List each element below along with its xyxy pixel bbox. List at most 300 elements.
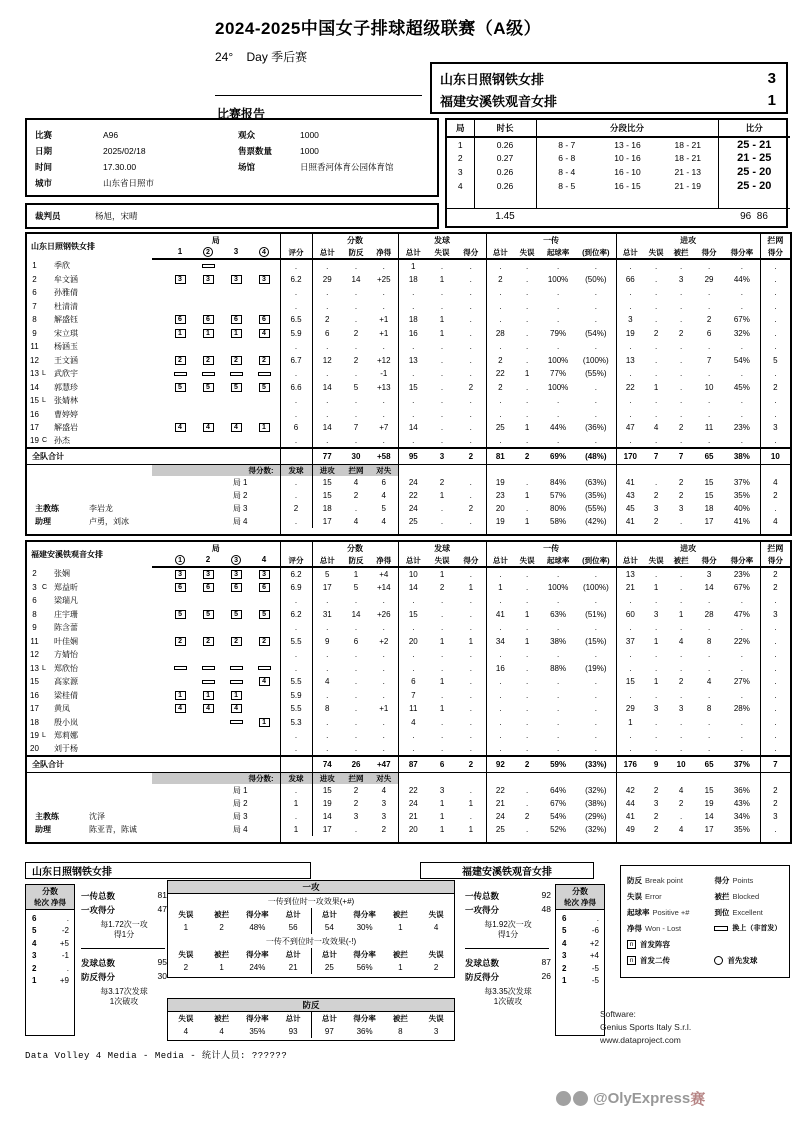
team2-header-groups: [26, 541, 791, 554]
cell: 1: [439, 491, 445, 500]
cell: .: [525, 504, 529, 513]
cell: .: [679, 342, 683, 352]
cell: .: [398, 621, 428, 635]
cell: .: [679, 288, 683, 298]
set-duration: 0.26: [474, 137, 536, 151]
sum-value: 30: [157, 971, 167, 981]
cell: 25: [398, 515, 428, 528]
cell: .: [312, 729, 342, 743]
cell: .: [354, 663, 358, 673]
cell: 1: [616, 716, 644, 730]
cell: .: [312, 743, 342, 757]
cell: .: [525, 382, 529, 392]
cell: .: [525, 690, 529, 700]
cell: 43%: [733, 799, 750, 808]
player-row: [26, 594, 791, 608]
cell: 2: [678, 799, 684, 808]
cell: 47%: [733, 609, 750, 619]
player-set-positions: [152, 623, 280, 633]
cell: 4: [760, 515, 791, 528]
cell: 2: [353, 799, 359, 808]
cell: 44: [616, 797, 644, 810]
col-pts: 得分: [456, 246, 486, 259]
cell-rating: .: [280, 286, 312, 300]
cell: 10: [668, 756, 694, 772]
set-row: [447, 151, 790, 165]
cell: .: [525, 355, 529, 365]
partial-3: 18 - 21: [674, 153, 701, 163]
bottom-summary: [25, 862, 790, 1052]
cell: .: [398, 367, 428, 381]
cell: 74: [312, 756, 342, 772]
cell: .: [594, 396, 597, 406]
cell: .: [354, 690, 358, 700]
cell: .: [707, 744, 711, 754]
sum-value: 47: [157, 904, 167, 914]
info-value: 1000: [300, 130, 319, 140]
cell-rating: .: [280, 662, 312, 676]
cell: 41%: [733, 517, 750, 526]
team2-summary: [465, 890, 551, 1007]
cell: 100%: [547, 355, 569, 365]
sum-label: 防反得分: [81, 972, 116, 982]
page-subtitle: 24° Day 季后赛: [215, 50, 308, 64]
rotation-net: +4: [589, 951, 599, 960]
cell: 17: [704, 825, 714, 834]
cell: 25: [486, 421, 514, 435]
cell: 35%: [733, 825, 750, 834]
cell: .: [469, 596, 472, 606]
player-role: [42, 702, 54, 716]
software-credit: [600, 1008, 691, 1047]
cell: .: [469, 409, 472, 419]
legend-term: 首先发球: [727, 955, 758, 965]
cell: 100%: [547, 274, 569, 284]
col-label: 得分率: [353, 910, 376, 919]
cell: .: [525, 342, 529, 352]
cell: .: [440, 396, 444, 406]
info-label: 售票数量: [238, 146, 273, 156]
cell: .: [707, 409, 711, 419]
player-number: 16: [30, 690, 39, 700]
cell: .: [760, 367, 791, 381]
cell-rating: 5.3: [280, 716, 312, 730]
partial-3: 21 - 19: [674, 181, 701, 191]
cell: .: [354, 717, 358, 727]
player-row: [26, 394, 791, 408]
cell: .: [382, 744, 385, 754]
player-set-positions: [152, 396, 280, 406]
cell: 28%: [733, 704, 750, 714]
cell: 1: [524, 423, 530, 433]
value: 21: [288, 963, 298, 972]
cell: .: [679, 582, 683, 592]
cell: 170: [616, 448, 644, 464]
cell: .: [486, 594, 514, 608]
sideout-values-pos: [168, 921, 454, 934]
cell: 79%: [550, 328, 567, 338]
legend-def: Break point: [645, 875, 683, 885]
cell: 1: [439, 799, 445, 808]
player-set-positions: [152, 650, 280, 660]
cell: (63%): [585, 478, 607, 487]
cell: 4: [653, 423, 659, 433]
cell: .: [707, 731, 711, 741]
partial-1: 6 - 8: [536, 151, 597, 165]
cell: .: [469, 704, 472, 714]
cell: (54%): [585, 328, 607, 338]
col-label: 失误: [178, 1014, 194, 1023]
player-row: [26, 675, 791, 689]
cell: .: [469, 342, 472, 352]
legend-term: 失误: [627, 891, 642, 901]
cell: .: [486, 729, 514, 743]
cell: 22: [398, 489, 428, 502]
col-label: 失误: [178, 950, 194, 959]
value: 1: [183, 923, 189, 932]
cell: .: [760, 702, 791, 716]
cell: 2: [353, 355, 359, 365]
legend-term: 起球率: [627, 907, 650, 917]
team1-stats: [25, 232, 792, 536]
player-number: 20: [30, 744, 39, 754]
info-value: 日照香河体育公园体育馆: [300, 162, 394, 172]
cell: .: [486, 300, 514, 314]
player-name: 武欣宇: [54, 369, 78, 379]
player-name: 郑莉娜: [54, 731, 78, 741]
cell: 23%: [733, 569, 750, 579]
cell: 1: [653, 636, 659, 646]
cell: 1: [439, 569, 445, 579]
cell: .: [679, 717, 683, 727]
cell: 7: [644, 448, 668, 464]
player-row: [26, 300, 791, 314]
cell-rating: .: [280, 435, 312, 449]
cell: +7: [379, 423, 389, 433]
cell: 18: [398, 313, 428, 327]
cell-rating: 5.5: [280, 635, 312, 649]
cell: 3: [653, 609, 659, 619]
cell: +14: [377, 582, 391, 592]
sum-label: 一攻得分: [81, 905, 116, 915]
cell: .: [654, 744, 658, 754]
set-label: 局 4: [232, 825, 248, 834]
player-name: 张婧林: [54, 396, 78, 406]
legend-def: Error: [645, 891, 662, 901]
cell: .: [354, 315, 358, 325]
cell: .: [440, 596, 444, 606]
col-err: 失误: [514, 246, 540, 259]
sideout-headers: [168, 908, 454, 921]
rotation-net: +5: [59, 938, 69, 948]
cell: 2: [486, 381, 514, 395]
set-duration: 0.27: [474, 151, 536, 165]
cell: 3: [760, 421, 791, 435]
cell: 47: [616, 421, 644, 435]
cell: (32%): [585, 825, 607, 834]
cell: 21: [616, 581, 644, 595]
cell: 2: [653, 825, 659, 834]
cell: .: [312, 340, 342, 354]
player-row: [26, 435, 791, 449]
cell: 35%: [733, 491, 750, 500]
cell: .: [556, 596, 560, 606]
cell: 13: [616, 354, 644, 368]
cell: 2: [524, 812, 530, 821]
cell: 2: [760, 381, 791, 395]
cell: 15: [398, 608, 428, 622]
cell: 2: [678, 423, 684, 433]
cell-rating: 6.2: [280, 273, 312, 287]
cell: .: [556, 342, 560, 352]
player-role: [42, 421, 54, 435]
cell: 44%: [550, 423, 567, 433]
col-bp: 防反: [342, 246, 370, 259]
team1-set-row: [26, 515, 791, 528]
team2-set-row: [26, 797, 791, 810]
cell: .: [654, 731, 658, 741]
spacer-row: [26, 836, 791, 843]
away-team-sets: 1: [767, 91, 776, 109]
cell: .: [469, 369, 472, 379]
cell: .: [525, 717, 529, 727]
cell: .: [382, 677, 385, 687]
col-label: 得分率: [246, 950, 269, 959]
cell: .: [679, 301, 683, 311]
cell: .: [679, 382, 683, 392]
match-info-left: [35, 127, 238, 191]
player-name: 孙杰: [54, 436, 70, 446]
cell: 15: [704, 491, 714, 500]
col-pts: 得分: [694, 246, 724, 259]
cell: .: [354, 504, 358, 513]
cell-rating: 6: [280, 421, 312, 435]
sideout-headers: [168, 948, 454, 961]
sideout-sub1: 一传到位时一攻效果(+#): [267, 897, 355, 906]
cell: .: [486, 702, 514, 716]
cell: 2: [381, 825, 387, 834]
rotation-net: +9: [59, 976, 69, 985]
cell: 77: [312, 448, 342, 464]
rot-header-cols: 轮次 净得: [563, 898, 597, 907]
cell-rating: 5.9: [280, 689, 312, 703]
player-role: L: [42, 370, 46, 378]
cell: .: [707, 596, 711, 606]
cell: .: [760, 435, 791, 449]
away-team-name: 福建安溪铁观音女排: [440, 93, 558, 109]
cell: 6: [381, 478, 386, 487]
player-row: [26, 702, 791, 716]
cell: 3: [678, 274, 684, 284]
player-set-positions: 2 2 2 2: [152, 355, 280, 365]
cell: .: [616, 408, 644, 422]
player-role: [42, 259, 54, 273]
player-role: [42, 408, 54, 422]
cell: 59%: [540, 756, 576, 772]
cell: .: [616, 729, 644, 743]
rotation-number: 3: [32, 951, 37, 960]
sum-label: 发球总数: [465, 958, 500, 968]
legend-term: 首发阵容: [640, 939, 670, 949]
rotation-row: [26, 973, 74, 986]
cell: .: [525, 396, 529, 406]
cell: 28: [704, 609, 714, 619]
cell: +25: [376, 274, 391, 284]
player-number: 8: [32, 315, 37, 325]
cell: 2: [653, 517, 659, 526]
player-number: 8: [32, 609, 37, 619]
cell: 6: [428, 756, 456, 772]
cell: +4: [379, 569, 389, 579]
cell: .: [616, 367, 644, 381]
cell: 37%: [733, 478, 750, 487]
cell-rating: 5.5: [280, 702, 312, 716]
cell: .: [469, 812, 472, 821]
assistant-names: 陈亚青，陈诚: [89, 825, 137, 834]
cell: 28: [486, 327, 514, 341]
col-err: 失误: [428, 554, 456, 567]
value: 36%: [356, 1027, 373, 1036]
cell: 27%: [733, 677, 750, 687]
cell: 2: [678, 677, 684, 687]
cell: .: [440, 731, 444, 741]
cell-rating: 6.2: [280, 608, 312, 622]
cell: 88%: [550, 663, 567, 673]
cell: .: [440, 690, 444, 700]
cell: .: [654, 261, 658, 271]
cell: 10: [760, 448, 791, 464]
player-name: 殷小岚: [54, 717, 78, 727]
cell: 41: [616, 515, 644, 528]
cell: 13: [616, 567, 644, 581]
cell: .: [469, 717, 472, 727]
cell: .: [312, 594, 342, 608]
cell: 2: [678, 491, 684, 500]
cell: 1: [439, 812, 445, 821]
team2-stat-table: [25, 540, 792, 844]
breakdown-label: 得分数:: [152, 772, 280, 784]
cell: .: [594, 301, 597, 311]
cell: .: [556, 677, 560, 687]
cell: .: [707, 690, 711, 700]
cell: .: [594, 288, 597, 298]
cell: 14: [312, 421, 342, 435]
player-set-positions: [152, 731, 280, 741]
cell: +2: [379, 636, 389, 646]
assistant-names: 卢勇，刘冰: [89, 517, 129, 526]
cell: .: [679, 517, 683, 526]
set-number-label: 1: [177, 247, 183, 256]
cell: +1: [379, 704, 389, 714]
col-label: 失误: [428, 1014, 444, 1023]
cell: +12: [376, 355, 391, 365]
cell: .: [760, 502, 791, 515]
cell: .: [354, 261, 358, 271]
referee-box: [25, 203, 439, 229]
col-exc: (到位率): [576, 554, 616, 567]
rotation-row: [26, 923, 74, 936]
legend-def: Blocked: [732, 891, 760, 901]
cell: .: [382, 409, 385, 419]
cell: 2: [353, 786, 359, 795]
sum-label: 一传总数: [465, 891, 500, 901]
player-row: [26, 354, 791, 368]
cell-rating: .: [280, 743, 312, 757]
player-number: 12: [30, 355, 39, 365]
cell: .: [556, 261, 560, 271]
cell: .: [654, 355, 658, 365]
cell: 5: [381, 504, 386, 513]
player-name: 季欣: [54, 261, 70, 271]
player-role: L: [42, 732, 46, 740]
col-label: 失误: [428, 950, 444, 959]
cell: .: [760, 635, 791, 649]
player-role: [42, 648, 54, 662]
set-row: [447, 179, 790, 193]
legend-term: 净得: [627, 923, 642, 933]
info-label: 观众: [238, 130, 256, 140]
cell: .: [398, 662, 428, 676]
cell: 9: [312, 635, 342, 649]
cell: 95: [398, 448, 428, 464]
cell: 2: [653, 786, 659, 795]
cell: .: [525, 744, 529, 754]
cell: .: [679, 650, 683, 660]
cell: .: [707, 436, 711, 446]
rotation-row: [556, 910, 604, 923]
player-number: 6: [32, 596, 37, 606]
cell: .: [760, 743, 791, 757]
cell: .: [440, 623, 444, 633]
group-reception: 一传: [486, 541, 616, 554]
group-score: 分数: [312, 541, 398, 554]
cell: 40%: [733, 504, 750, 513]
rotation-net: -5: [591, 963, 599, 973]
cell: .: [440, 409, 444, 419]
col-err: 失误: [428, 246, 456, 259]
cell: .: [469, 744, 472, 754]
sum-value: 26: [541, 971, 551, 981]
cell-rating: .: [280, 259, 312, 273]
cell: .: [760, 408, 791, 422]
cell: .: [654, 436, 658, 446]
watermark: [556, 1088, 705, 1109]
player-set-positions: 4 4 4 1: [152, 423, 280, 433]
cell: 3: [653, 504, 659, 513]
team2-bottom-bar: 福建安溪铁观音女排: [420, 862, 594, 879]
player-role: [42, 635, 54, 649]
cell: .: [616, 286, 644, 300]
team1-summary: [81, 890, 167, 1007]
cell: .: [525, 409, 529, 419]
cell-rating: .: [280, 621, 312, 635]
set-label: 局 1: [232, 478, 248, 487]
cell: .: [760, 662, 791, 676]
col-total: 总计: [398, 554, 428, 567]
coach-label: 主教练: [35, 812, 59, 821]
cell: 4: [381, 517, 386, 526]
cell: 18: [312, 502, 342, 515]
rotation-row: [556, 923, 604, 936]
cell: .: [440, 301, 444, 311]
bd-col: 进攻: [312, 772, 342, 784]
col-pts: 得分: [456, 554, 486, 567]
cell: .: [440, 369, 444, 379]
player-number: 13: [30, 369, 39, 379]
col-sets: 局: [211, 235, 220, 245]
coach-name: 李岩龙: [89, 504, 113, 513]
cell: .: [398, 340, 428, 354]
